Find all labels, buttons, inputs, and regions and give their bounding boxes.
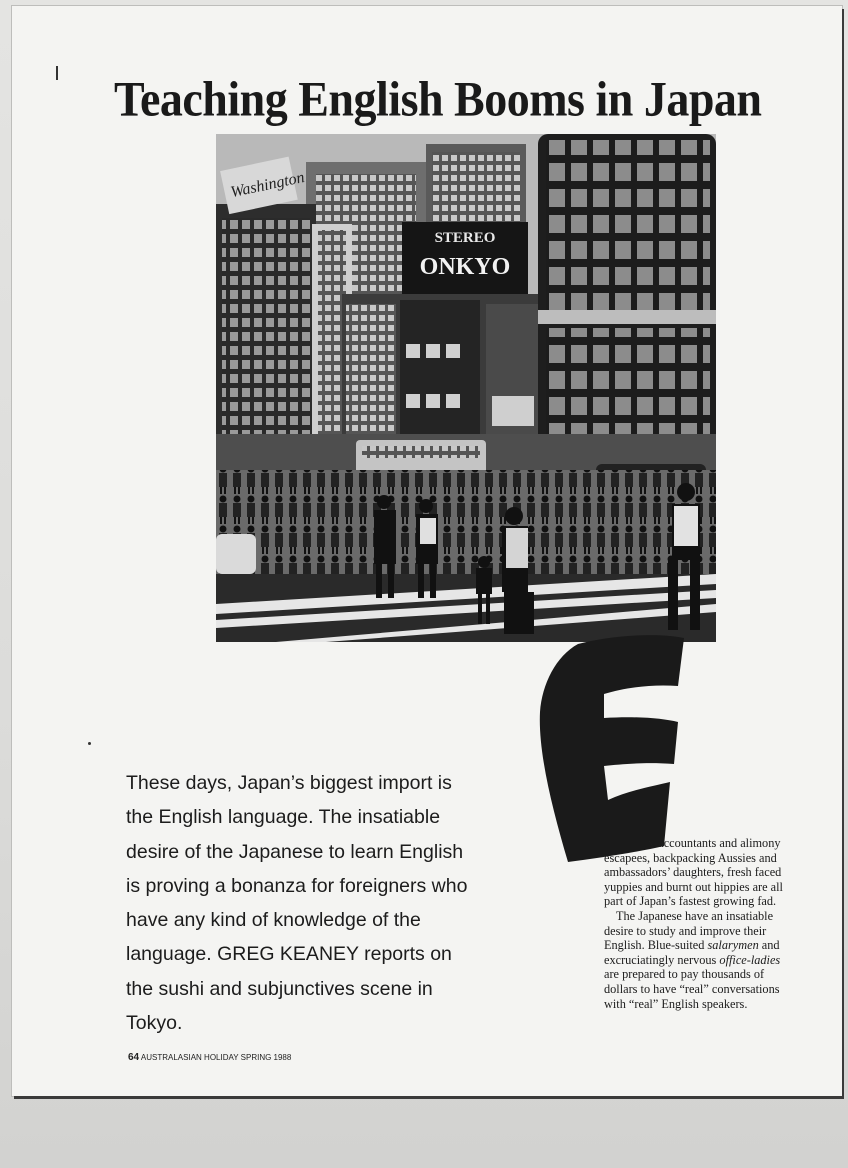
intro-line: desire of the Japanese to learn English [126,840,464,863]
scan-speck [56,66,58,80]
body-line: desire to study and improve their [604,923,767,938]
stereo-sign: STEREO [434,230,496,246]
intro-line: the English language. The insatiable [126,806,441,829]
body-text: English. Blue-suited [604,938,708,953]
intro-line: is proving a bonanza for foreigners who [126,874,468,897]
intro-line: the sushi and subjunctives scene in [126,977,433,1000]
body-line [604,953,822,968]
intro-line: have any kind of knowledge of the [126,909,421,932]
page-folio [128,1052,291,1063]
body-line: The Japanese have an insatiable [616,908,774,923]
dropcap-letter-e [538,632,688,864]
body-italic-office-ladies: office-ladies [719,952,781,967]
page-number: 64 [128,1052,140,1063]
body-text: excruciatingly nervous [604,952,720,967]
intro-line: Tokyo. [126,1012,183,1035]
onkyo-sign: ONKYO [419,254,511,280]
body-line: escapees, backpacking Aussies and [604,850,777,865]
headline: Teaching English Booms in Japan [114,71,762,127]
body-line: yuppies and burnt out hippies are all [604,879,783,894]
article-body-column [604,836,822,1011]
scan-speck [88,742,91,745]
body-italic-salarymen: salarymen [707,938,759,953]
tokyo-street-photo [216,134,716,642]
body-line: with “real” English speakers. [604,996,748,1011]
body-line [604,938,822,953]
body-text: and [758,938,780,953]
body-line: part of Japan’s fastest growing fad. [604,894,777,909]
intro-line: These days, Japan’s biggest import is [126,772,452,794]
body-line: dollars to have “real” conversations [604,981,780,996]
intro-line: language. GREG KEANEY reports on [126,943,452,966]
body-line: are prepared to pay thousands of [604,967,765,982]
washington-sign: Washington [229,168,306,202]
body-line: x-accountants and alimony [648,836,781,850]
publication-name: AUSTRALASIAN HOLIDAY SPRING 1988 [140,1053,292,1062]
intro-standfirst [126,766,496,1040]
body-line: ambassadors’ daughters, fresh faced [604,865,782,880]
